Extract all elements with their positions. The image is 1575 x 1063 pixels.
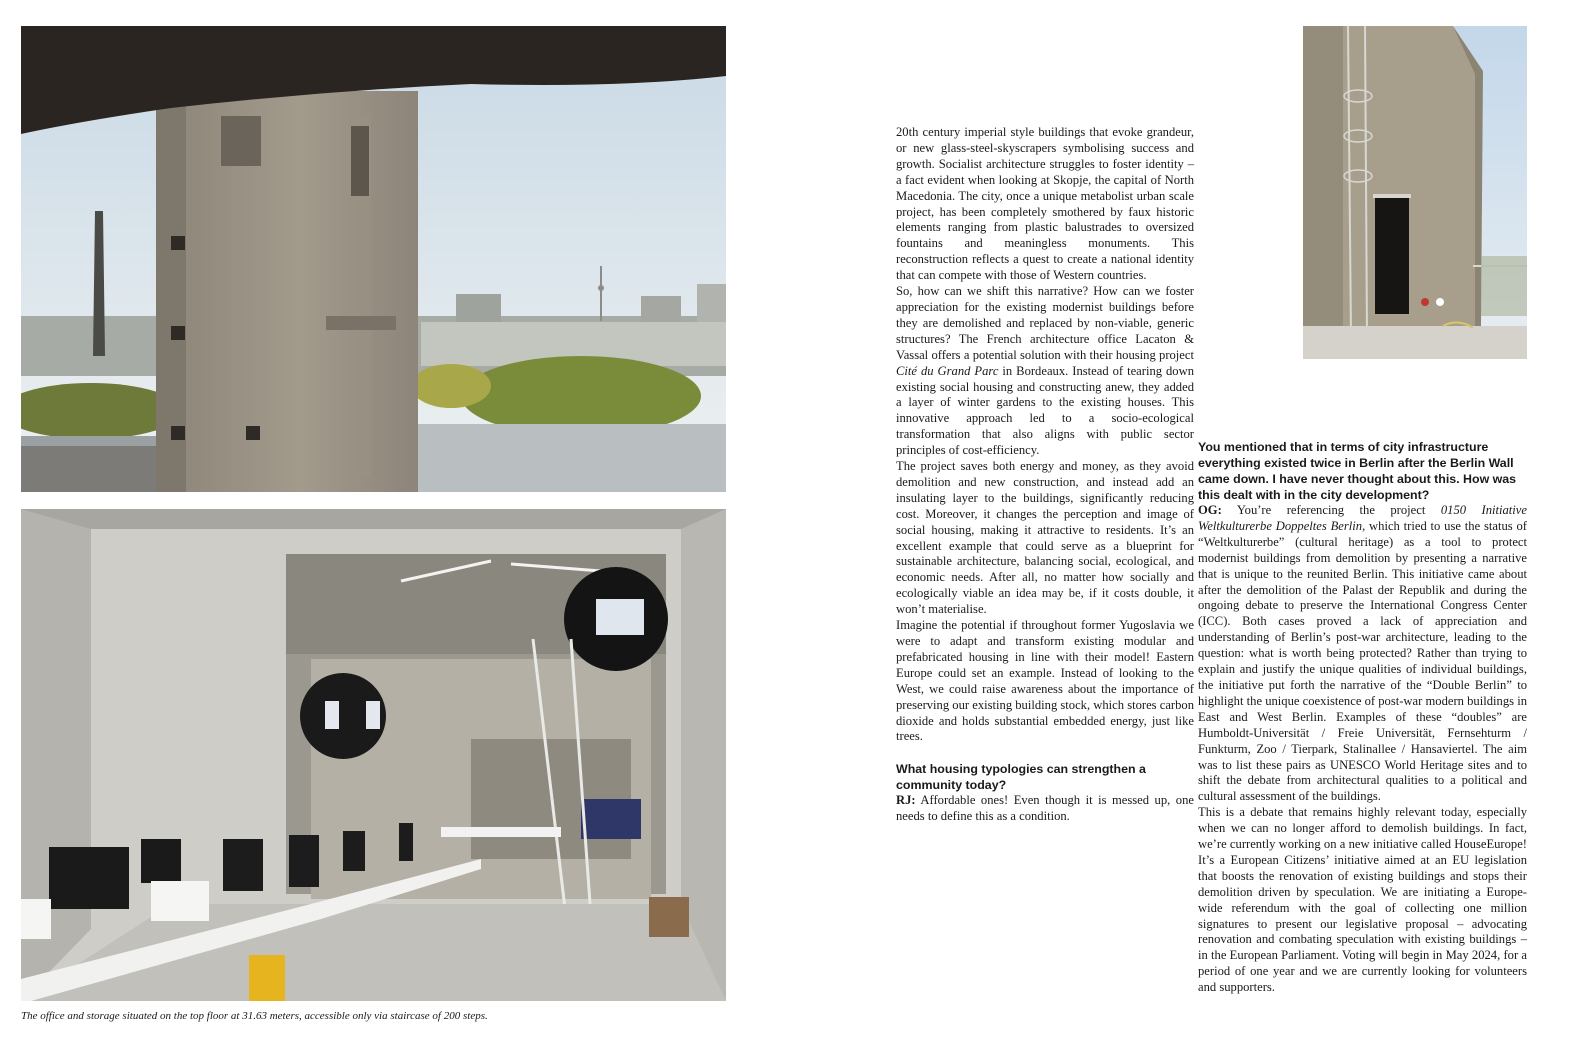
paragraph: The project saves both energy and money, as they avoid demolition and new construction, and instead add an insulating layer to the buildings, significantly reducing cost. Moreover, it changes the perception and image of social housing, making it attractive to residents. It’s an excellent example that could serve as a blueprint for sustainable architecture, balancing social, ecological, and economic needs. After all, no matter how socially and ecologically viable an idea may be, if it costs double, it won’t materialise. <box>896 459 1194 617</box>
article-column-left <box>896 125 1194 825</box>
photo-concrete-tower-skyline <box>21 26 726 492</box>
paragraph: This is a debate that remains highly relevant today, especially when we can no longer afford to demolish buildings. In fact, we’re currently working on a new initiative called HouseEurope! It’s a European Citizens’ initiative aimed at an EU legislation that boosts the renovation of existing buildings and stops their demolition driven by speculation. We are initiating a Europe-wide referendum with the goal of collecting one million signatures to present our legislative proposal – advocating renovation and combating speculation with existing buildings – in the European Parliament. Voting will begin in May 2024, for a period of one year and we are currently looking for volunteers and supporters. <box>1198 805 1527 995</box>
speaker-initials: OG: <box>1198 503 1222 517</box>
speaker-initials: RJ: <box>896 793 916 808</box>
text-run: in Bordeaux. Instead of tearing down existing social housing and constructing anew, they added a layer of winter gardens to the existing houses. This innovative approach led to a socio-ecological transformation that also aligns with public sector principles of cost-efficiency. <box>896 363 1194 458</box>
project-title: Cité du Grand Parc <box>896 363 999 378</box>
paragraph <box>896 284 1194 459</box>
photo-office-interior <box>21 509 726 1001</box>
interview-question: What housing typologies can strengthen a community today? <box>896 762 1146 793</box>
paragraph: 20th century imperial style buildings that evoke grandeur, or new glass-steel-skyscrapers symbolising success and growth. Socialist architecture struggles to foster identity – a fact evident when looking at Skopje, the capital of North Macedonia. The city, once a unique metabolist urban scale project, has been completely smothered by faux historic elements ranging from plastic balustrades to oversized fountains and meaningless monuments. This reconstruction reflects a quest to create a national identity that can compete with those of Western countries. <box>896 125 1194 283</box>
text-run: You’re referencing the project <box>1221 503 1441 517</box>
text-run: So, how can we shift this narrative? How can we foster appreciation for the existing modernist buildings before they are demolished and replaced by non-viable, generic structures? The French architecture office Lacaton & Vassal offers a potential solution with their housing project <box>896 284 1194 362</box>
interview-answer <box>896 793 1194 825</box>
text-run: , which tried to use the status of “Weltkulturerbe” (cultural heritage) as a tool to protect modernist buildings from demolition by presenting a narrative that is unique to the reunited Berlin. This initiative came about after the demolition of the Palast der Republik and during the ongoing debate to preserve the International Congress Center (ICC). Both cases proved a lack of appreciation and understanding of Berlin’s post-war architecture, leading to the question: what is worth being protected? Rather than trying to explain and justify the unique qualities of individual buildings, the initiative put forth the narrative of the “Double Berlin” to highlight the unique coexistence of post-war modern buildings in East and West Berlin. Examples of these “doubles” are Humboldt-Universität / Freie Universität, Fernsehturm / Funkturm, Zoo / Tierpark, Stalinallee / Hansaviertel. The aim was to list these pairs as UNESCO World Heritage sites and to shift the debate from architectural qualities to a political and cultural assessment of the buildings. <box>1198 518 1527 804</box>
article-column-right <box>1198 439 1527 996</box>
paragraph: Imagine the potential if throughout former Yugoslavia we were to adapt and transform existing modular and prefabricated housing in line with their model! Eastern Europe could set an example. Instead of looking to the West, we could raise awareness about the importance of preserving our existing building stock, which stores carbon dioxide and holds substantial embedded energy, just like trees. <box>896 618 1194 744</box>
spacer <box>896 745 1194 761</box>
photo-tower-ladder-door <box>1303 26 1527 359</box>
photo-caption: The office and storage situated on the top floor at 31.63 meters, accessible only via staircase of 200 steps. <box>21 1010 488 1022</box>
interview-answer <box>1198 503 1527 805</box>
interview-question: You mentioned that in terms of city infrastructure everything existed twice in Berlin after the Berlin Wall came down. I have never thought about this. How was this dealt with in the city development? <box>1198 440 1517 502</box>
project-title: 0150 Initiative Weltkulturerbe Doppeltes Berlin <box>1198 503 1527 533</box>
text-run: Affordable ones! Even though it is messed up, one needs to define this as a condition. <box>896 793 1194 824</box>
